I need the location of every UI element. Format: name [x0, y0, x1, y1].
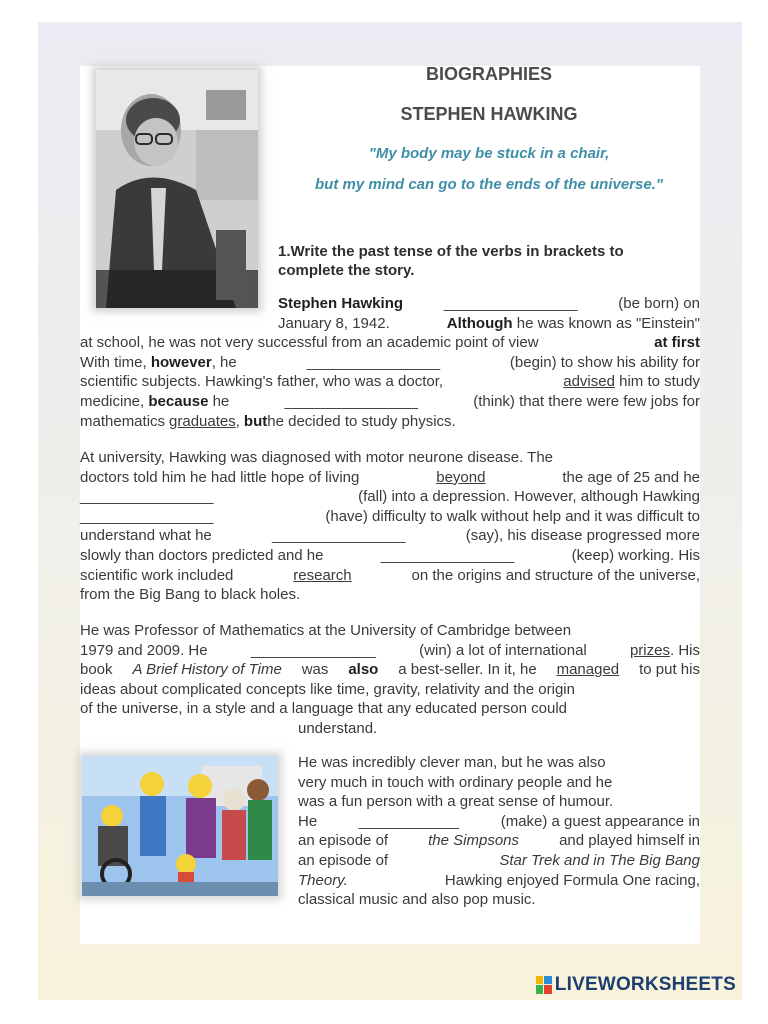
text: He [298, 812, 318, 830]
quote-line-2: but my mind can go to the ends of the universe." [315, 176, 663, 193]
hawking-name: Stephen Hawking [278, 295, 404, 312]
p2-line [80, 585, 700, 605]
blank-input[interactable]: ________________ [443, 295, 578, 312]
text: He was incredibly clever man, but he was also [298, 754, 606, 771]
blank-input[interactable]: ________________ [306, 353, 441, 371]
text: medicine, [80, 392, 145, 410]
text: 1979 and 2009. He [80, 641, 208, 659]
text: to put his [639, 661, 700, 679]
blank-input[interactable]: ____________ [358, 812, 459, 830]
text: and played himself in [559, 832, 700, 850]
worksheet-subtitle: STEPHEN HAWKING [400, 104, 578, 124]
p4-line [298, 890, 700, 910]
hawking-photo [96, 70, 258, 308]
vocab-word: graduates [169, 412, 236, 430]
verb-hint: (win) a lot of international [419, 641, 587, 659]
p1-line [80, 372, 700, 392]
vocab-word: research [293, 566, 352, 584]
instruction-line-2: complete the story. [278, 262, 415, 279]
verb-hint: (have) difficulty to walk without help and it was difficult to [325, 507, 700, 525]
brand-name: LIVEWORKSHEETS [554, 974, 736, 995]
p2-line [80, 448, 700, 468]
blank-input[interactable]: ________________ [272, 527, 406, 545]
text: slowly than doctors predicted and he [80, 546, 324, 564]
verb-hint: (fall) into a depression. However, although Hawking [358, 488, 700, 506]
text: scientific subjects. Hawking's father, who was a doctor, [80, 373, 444, 391]
p2-line [80, 468, 700, 488]
text: Hawking enjoyed Formula One racing, [444, 871, 700, 889]
p1-line [80, 392, 700, 412]
p4-line [298, 851, 700, 871]
p3-line [80, 680, 700, 700]
p3-line [298, 719, 700, 739]
p2-line [80, 526, 700, 546]
blank-input[interactable]: _______________ [250, 641, 376, 659]
paragraph-4 [298, 753, 700, 910]
verb-hint: (make) a guest appearance in [500, 812, 700, 830]
quote-line-1: "My body may be stuck in a chair, [368, 145, 610, 162]
blank-input[interactable]: ________________ [284, 392, 418, 410]
verb-hint: (think) that there were few jobs for [473, 392, 700, 410]
text: a best-seller. In it, he [398, 661, 537, 679]
p2-line [80, 546, 700, 566]
blank-input[interactable]: ________________ [80, 488, 214, 506]
text: of the universe, in a style and a language that any educated person could [80, 700, 568, 718]
p3-line [80, 660, 700, 680]
text: he decided to study physics. [267, 412, 456, 430]
text: January 8, 1942. [278, 314, 390, 332]
text: very much in touch with ordinary people and he [298, 773, 613, 791]
text: from the Big Bang to black holes. [80, 586, 301, 604]
text: book [80, 661, 113, 679]
p4-line [298, 812, 700, 832]
liveworksheets-icon [536, 976, 552, 994]
text: doctors told him he had little hope of living [80, 468, 360, 486]
keyword: however [150, 353, 212, 371]
p3-line [80, 699, 700, 719]
p4-line [298, 871, 700, 891]
blank-input[interactable]: ________________ [80, 507, 214, 525]
paragraph-1 [80, 294, 700, 431]
show-title: Theory. [298, 871, 348, 889]
verb-hint: (keep) working. His [571, 546, 700, 564]
vocab-word: managed [556, 661, 620, 679]
simpsons-image [82, 756, 278, 896]
p1-line [278, 294, 700, 314]
text: an episode of [298, 832, 389, 850]
text: ideas about complicated concepts like time, gravity, relativity and the origin [80, 680, 575, 698]
keyword: because [148, 392, 209, 410]
text: on the origins and structure of the universe, [411, 566, 700, 584]
text: He was Professor of Mathematics at the University of Cambridge between [80, 622, 572, 639]
text: classical music and also pop music. [298, 891, 536, 909]
p1-line [80, 333, 700, 353]
text: he [212, 392, 230, 410]
paragraph-2 [80, 448, 700, 605]
text: , he [211, 353, 237, 371]
verb-hint: (say), his disease progressed more [465, 527, 700, 545]
p2-line [80, 487, 700, 507]
text: With time, [80, 353, 147, 371]
text: At university, Hawking was diagnosed with motor neurone disease. The [80, 449, 554, 466]
keyword: at first [654, 334, 700, 352]
instruction [278, 242, 698, 280]
liveworksheets-logo [536, 974, 736, 996]
text: scientific work included [80, 566, 234, 584]
text: understand. [298, 719, 378, 737]
p2-line [80, 507, 700, 527]
worksheet-title: BIOGRAPHIES [425, 64, 553, 84]
text: he was known as "Einstein" [516, 314, 700, 332]
book-title: A Brief History of Time [132, 661, 282, 679]
text: . His [669, 641, 700, 659]
p4-line [298, 773, 700, 793]
text: mathematics [80, 412, 166, 430]
p3-line [80, 641, 700, 661]
text: was [301, 661, 329, 679]
vocab-word: advised [563, 373, 615, 391]
text: the age of 25 and he [562, 468, 700, 486]
paragraph-3 [80, 621, 700, 739]
p1-line: mathematics graduates , but he decided to study physics. [80, 412, 456, 430]
vocab-word: prizes [629, 641, 670, 659]
text: an episode of [298, 851, 389, 869]
text: at school, he was not very successful from an academic point of view [80, 334, 539, 352]
text: him to study [619, 373, 700, 391]
p1-line [80, 353, 700, 373]
show-title: the Simpsons [428, 832, 520, 850]
text: understand what he [80, 527, 212, 545]
p3-line [80, 621, 700, 641]
verb-hint: (be born) on [618, 295, 700, 312]
keyword: but [243, 412, 268, 430]
p1-line [278, 314, 700, 334]
p4-line [298, 831, 700, 851]
keyword: also [348, 661, 379, 679]
keyword: Although [446, 314, 513, 332]
show-title: Star Trek and in The Big Bang [499, 851, 700, 869]
vocab-word: beyond [436, 468, 486, 486]
p4-line [298, 792, 700, 812]
verb-hint: (begin) to show his ability for [509, 353, 700, 371]
p2-line [80, 566, 700, 586]
p4-line [298, 753, 700, 773]
instruction-line-1: 1.Write the past tense of the verbs in brackets to [278, 243, 624, 260]
text: was a fun person with a great sense of humour. [298, 793, 614, 811]
blank-input[interactable]: ________________ [380, 546, 515, 564]
